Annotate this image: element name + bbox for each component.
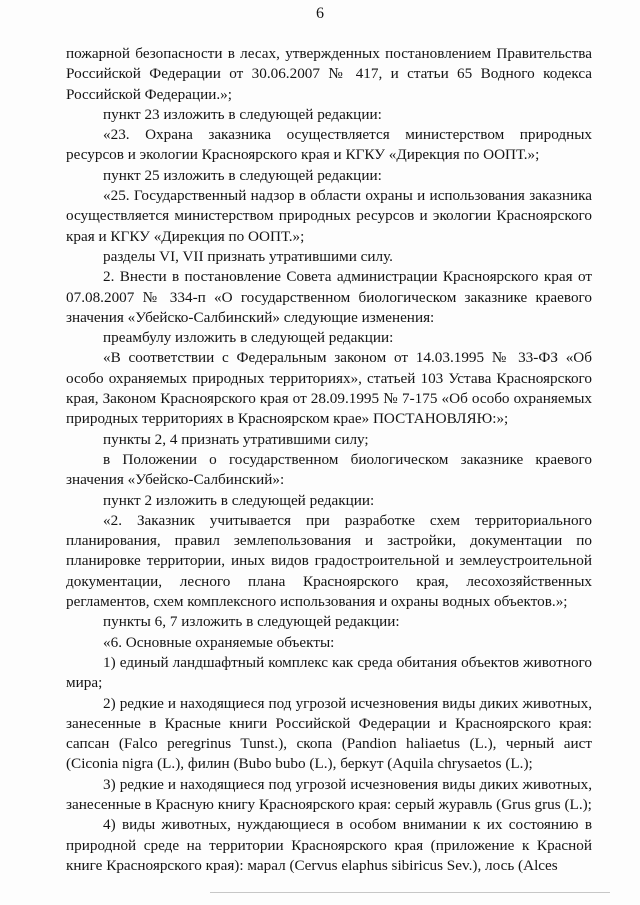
paragraph-sections-repealed: разделы VI, VII признать утратившими силу. — [103, 247, 393, 265]
paragraph-item-25-text: «25. Государственный надзор в области охраны и использования заказника осуществляется министерством природных ресурсов и экологии Красноярского края и КГКУ «Дирекция по ООПТ.»; — [66, 187, 592, 245]
paragraph-regulation-intro: в Положении о государственном биологическом заказнике краевого значения «Убейско-Салбинский»: — [66, 450, 592, 489]
paragraph-item-23-text: «23. Охрана заказника осуществляется министерством природных ресурсов и экологии Красноярского края и КГКУ «Дирекция по ООПТ.»; — [66, 126, 592, 164]
paragraph-item-2-text: «2. Заказник учитывается при разработке схем территориального планирования, правил землепользования и застройки, документации по планировке территории, иных видов градостроительной и землеустроительной документации, лесного плана Красноярского края, лесохозяйственных регламентов, схем комплексного использования и охраны водных объектов.»; — [66, 511, 592, 611]
paragraph-protected-object-3: 3) редкие и находящиеся под угрозой исчезновения виды диких животных, занесенные в Красную книгу Красноярского края: серый журавль (Grus grus (L.); — [66, 775, 592, 813]
paragraph-item-6-heading: «6. Основные охраняемые объекты: — [103, 633, 335, 651]
paragraph-preamble-text: «В соответствии с Федеральным законом от 14.03.1995 № 33-ФЗ «Об особо охраняемых природных территориях», статьей 103 Устава Красноярского края, Законом Красноярского края от 28.09.1995 № 7-175 «Об особо охраняемых природных территориях в Красноярском крае» ПОСТАНОВЛЯЮ:»; — [66, 349, 592, 428]
paragraph-items-2-4-repealed: пункты 2, 4 признать утратившими силу; — [103, 430, 369, 448]
paragraph-item-25-instruction: пункт 25 изложить в следующей редакции: — [103, 166, 382, 184]
paragraph-items-6-7-instruction: пункты 6, 7 изложить в следующей редакции: — [103, 613, 400, 631]
paragraph-fire-safety-continuation: пожарной безопасности в лесах, утвержденных постановлением Правительства Российской Федерации от 30.06.2007 № 417, и статьи 65 Водного кодекса Российской Федерации.»; — [66, 45, 592, 103]
paragraph-preamble-instruction: преамбулу изложить в следующей редакции: — [103, 329, 394, 347]
scan-edge-line — [210, 892, 610, 899]
paragraph-item-23-instruction: пункт 23 изложить в следующей редакции: — [103, 105, 382, 123]
paragraph-protected-object-2: 2) редкие и находящиеся под угрозой исчезновения виды диких животных, занесенные в Красные книги Российской Федерации и Красноярского края: сапсан (Falco peregrinus Tunst.), скопа (Pandion haliaetus (L.), черный аист (Ciconia nigra (L.), филин (Bubo bubo (L.), беркут (Aquila chrysaetos (L.); — [66, 694, 592, 773]
paragraph-protected-object-4: 4) виды животных, нуждающиеся в особом внимании к их состоянию в природной среде на территории Красноярского края (приложение к Красной книге Красноярского края): марал (Cervus elaphus sibiricus Sev.), лось (Alces — [66, 816, 592, 874]
page-number: 6 — [316, 5, 324, 22]
document-body — [66, 44, 592, 876]
paragraph-protected-object-1: 1) единый ландшафтный комплекс как среда обитания объектов животного мира; — [66, 653, 592, 692]
paragraph-amendment-2: 2. Внести в постановление Совета администрации Красноярского края от 07.08.2007 № 334-п «О государственном биологическом заказнике краевого значения «Убейско-Салбинский» следующие изменения: — [66, 268, 592, 326]
paragraph-item-2-instruction: пункт 2 изложить в следующей редакции: — [103, 491, 375, 509]
